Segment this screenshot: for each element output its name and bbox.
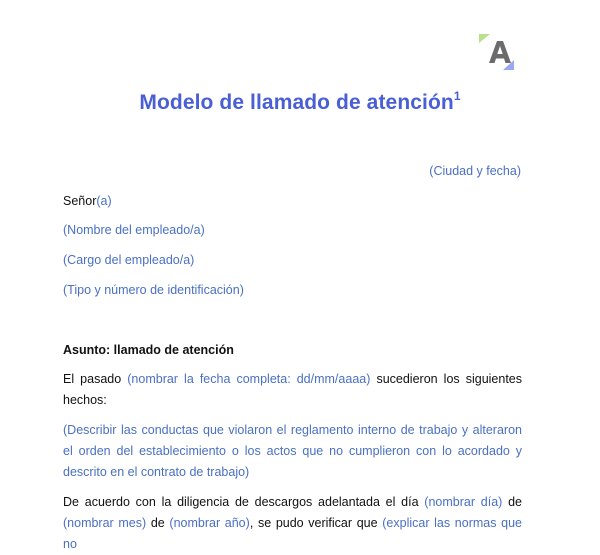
city-date-placeholder: (Ciudad y fecha) — [429, 164, 521, 178]
text: El pasado — [63, 372, 128, 386]
salutation: Señor — [63, 194, 97, 208]
employee-name-placeholder: (Nombre del empleado/a) — [63, 223, 205, 237]
paragraph-conduct-description: (Describir las conductas que violaron el reglamento interno de trabajo y alteraron el orden del establecimiento o los actos que no cumplieron con lo acordado y descrito en el contrato de trabajo) — [63, 423, 522, 479]
paragraph-incident-date — [63, 369, 522, 411]
norms-placeholder: (explicar las normas que no — [63, 516, 523, 551]
text: , se pudo verificar que — [249, 516, 383, 530]
footnote-marker: 1 — [453, 89, 461, 103]
subject-line: Asunto: llamado de atención — [63, 343, 234, 357]
text: sucedieron los siguientes hechos: — [63, 372, 523, 407]
paragraph-hearing — [63, 492, 522, 555]
company-logo — [478, 33, 518, 71]
text: de — [146, 516, 170, 530]
title-text: Modelo de llamado de atención — [139, 91, 454, 114]
employee-id-placeholder: (Tipo y número de identificación) — [63, 283, 244, 297]
text: De acuerdo con la diligencia de descargos adelantada el día — [63, 495, 425, 509]
employee-position-placeholder: (Cargo del empleado/a) — [63, 253, 195, 267]
month-placeholder: (nombrar mes) — [63, 516, 147, 530]
date-placeholder: (nombrar la fecha completa: dd/mm/aaaa) — [127, 372, 371, 386]
day-placeholder: (nombrar día) — [424, 495, 503, 509]
year-placeholder: (nombrar año) — [169, 516, 250, 530]
salutation-suffix: (a) — [96, 194, 112, 208]
salutation-line — [63, 194, 112, 208]
a-letter-logo-icon — [478, 33, 518, 71]
document-title — [0, 91, 600, 115]
text: de — [502, 495, 522, 509]
